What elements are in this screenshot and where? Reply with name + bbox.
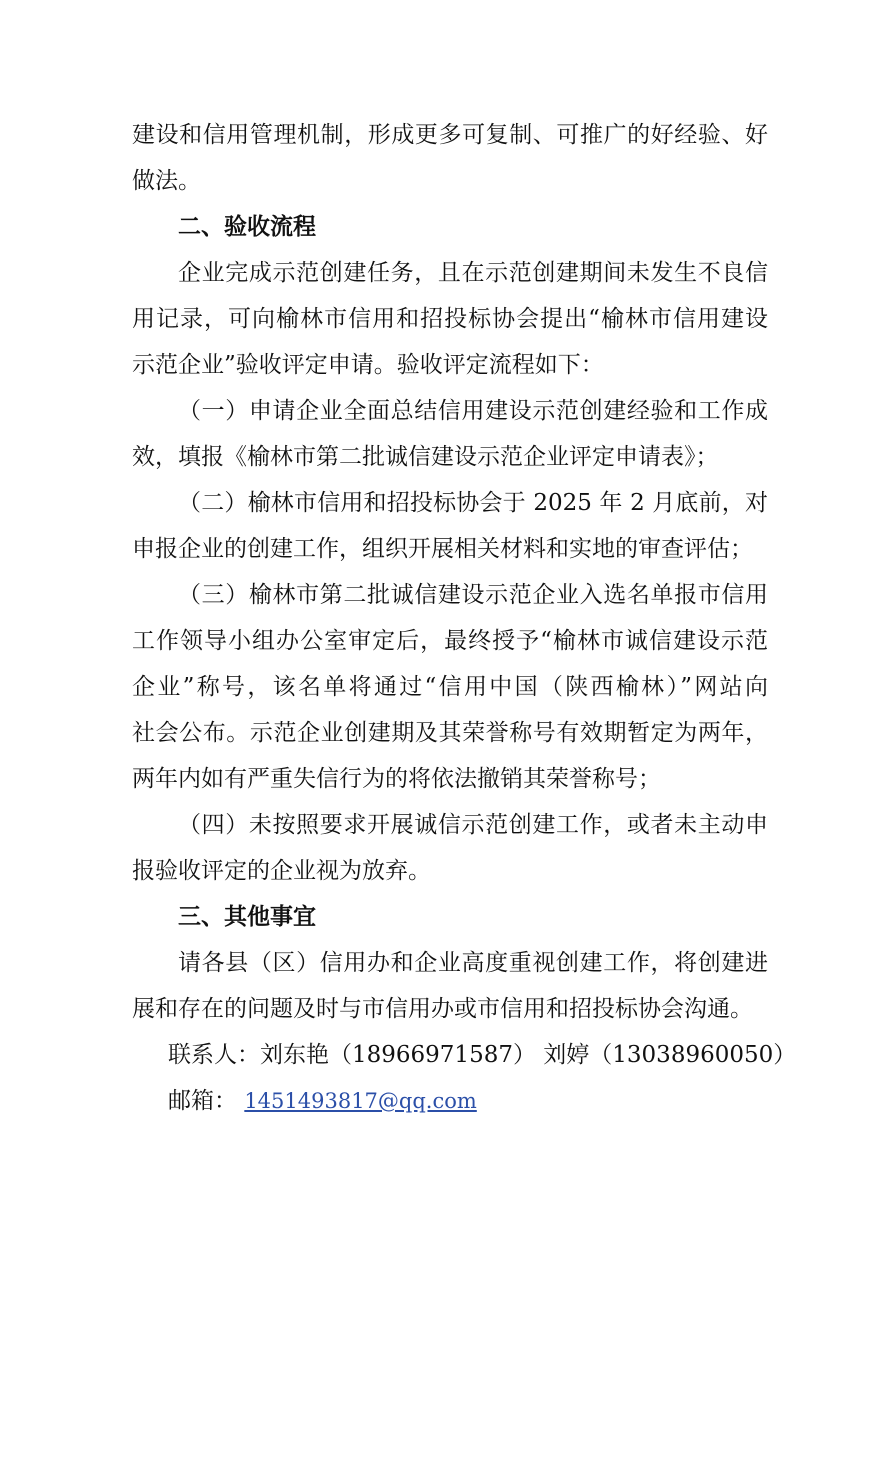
text-line: 报验收评定的企业视为放弃。 xyxy=(132,858,431,884)
text-line: 申报企业的创建工作，组织开展相关材料和实地的审查评估； xyxy=(132,536,753,562)
contact-email xyxy=(132,1078,768,1124)
text-line: 企业”称号，该名单将通过“信用中国（陕西榆林）”网站向 xyxy=(132,674,768,700)
text-line: 用记录，可向榆林市信用和招投标协会提出“榆林市信用建设 xyxy=(132,306,768,332)
process-item-4 xyxy=(132,802,768,894)
contact-label: 联系人： xyxy=(168,1042,260,1068)
contact-person-2: 刘婷（13038960050） xyxy=(543,1042,797,1068)
text-line: （四）未按照要求开展诚信示范创建工作，或者未主动申 xyxy=(178,812,768,838)
contact-persons xyxy=(132,1032,797,1078)
section-heading-acceptance-process: 二、验收流程 xyxy=(178,214,316,240)
text-line: （一）申请企业全面总结信用建设示范创建经验和工作成 xyxy=(178,398,768,424)
document-body xyxy=(132,112,797,1124)
email-link[interactable]: 1451493817@qq.com xyxy=(244,1089,477,1113)
process-item-3 xyxy=(132,572,768,802)
text-line: 展和存在的问题及时与市信用办或市信用和招投标协会沟通。 xyxy=(132,996,753,1022)
process-item-2 xyxy=(132,480,768,572)
text-line: 建设和信用管理机制，形成更多可复制、可推广的好经验、好 xyxy=(132,122,768,148)
other-matters-paragraph xyxy=(132,940,768,1032)
contact-person-1: 刘东艳（18966971587） xyxy=(260,1042,536,1068)
text-line: 请各县（区）信用办和企业高度重视创建工作，将创建进 xyxy=(178,950,768,976)
text-line: （二）榆林市信用和招投标协会于 2025 年 2 月底前，对 xyxy=(178,490,768,516)
text-line: 效，填报《榆林市第二批诚信建设示范企业评定申请表》； xyxy=(132,444,719,470)
text-line: 企业完成示范创建任务，且在示范创建期间未发生不良信 xyxy=(178,260,768,286)
intro-paragraph xyxy=(132,112,768,204)
email-label: 邮箱： xyxy=(168,1088,237,1114)
text-line: 示范企业”验收评定申请。验收评定流程如下： xyxy=(132,352,604,378)
text-line: 社会公布。示范企业创建期及其荣誉称号有效期暂定为两年， xyxy=(132,720,768,746)
acceptance-intro-paragraph xyxy=(132,250,768,388)
text-line: 工作领导小组办公室审定后，最终授予“榆林市诚信建设示范 xyxy=(132,628,768,654)
section-heading-other-matters: 三、其他事宜 xyxy=(178,904,316,930)
text-line: 两年内如有严重失信行为的将依法撤销其荣誉称号； xyxy=(132,766,661,792)
process-item-1 xyxy=(132,388,768,480)
text-line: （三）榆林市第二批诚信建设示范企业入选名单报市信用 xyxy=(178,582,768,608)
text-line: 做法。 xyxy=(132,168,201,194)
